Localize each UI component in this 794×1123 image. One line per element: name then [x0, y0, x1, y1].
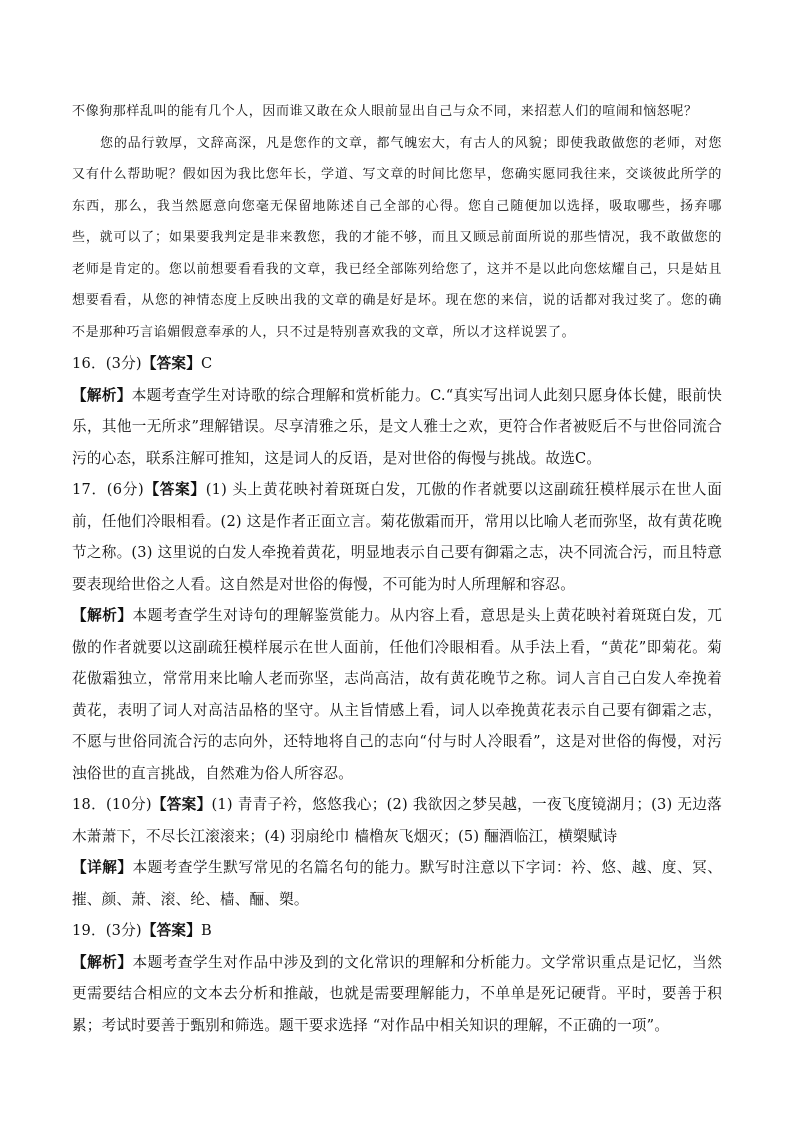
document-page	[72, 96, 722, 1041]
analysis-text: 本题考查学生对诗句的理解鉴赏能力。从内容上看，意思是头上黄花映衬着斑斑白发，兀傲的作者就要以这副疏狂模样展示在世人面前，任他们冷眼相看。从手法上看，“黄花”即菊花。菊花傲霜独立，常常用来比喻人老而弥坚，志尚高洁，故有黄花晚节之称。词人言自己白发人牵挽着黄花，表明了词人对高洁品格的坚守。从主旨情感上看，词人以牵挽黄花表示自己要有御霜之志，不愿与世俗同流合污的志向外，还特地将自己的志向“付与时人冷眼看”，这是对世俗的侮慢，对污浊俗世的直言挑战，自然难为俗人所容忍。	[72, 607, 722, 782]
question-18-answer	[72, 789, 722, 852]
question-number: 16．(3分)	[72, 355, 142, 372]
question-19-analysis	[72, 947, 722, 1042]
answer-tag: 【答案】	[141, 922, 202, 939]
analysis-text: 本题考查学生默写常见的名篇名句的能力。默写时注意以下字词：衿、悠、越、度、冥、摧、颜、萧、滚、纶、樯、酾、槊。	[72, 859, 722, 908]
answer-tag: 【答案】	[141, 355, 202, 372]
passage-paragraph: 您的品行敦厚，文辞高深，凡是您作的文章，都气魄宏大，有古人的风貌；即使我敢做您的老师，对您又有什么帮助呢？假如因为我比您年长，学道、写文章的时间比您早，您确实愿同我往来，交谈彼此所学的东西，那么，我当然愿意向您毫无保留地陈述自己全部的心得。您自己随便加以选择，吸取哪些，扬弃哪些，就可以了；如果要我判定是非来教您，我的才能不够，而且又顾忌前面所说的那些情况，我不敢做您的老师是肯定的。您以前想要看看我的文章，我已经全部陈列给您了，这并不是以此向您炫耀自己，只是姑且想要看看，从您的神情态度上反映出我的文章的确是好是坏。现在您的来信，说的话都对我过奖了。您的确不是那种巧言谄媚假意奉承的人，只不过是特别喜欢我的文章，所以才这样说罢了。	[72, 135, 722, 340]
analysis-tag: 【解析】	[72, 386, 132, 404]
question-number: 18．(10分)	[72, 796, 152, 813]
analysis-text: 本题考查学生对诗歌的综合理解和赏析能力。C.“真实写出词人此刻只愿身体长健，眼前快乐，其他一无所求”理解错误。尽享清雅之乐，是文人雅士之欢，更符合作者被贬后不与世俗同流合污的心态，联系注解可推知，这是词人的反语，是对世俗的侮慢与挑战。故选C。	[72, 386, 722, 467]
analysis-tag: 【解析】	[72, 607, 133, 624]
analysis-text: 本题考查学生对作品中涉及到的文化常识的理解和分析能力。文学常识重点是记忆，当然更需要结合相应的文本去分析和推敲，也就是需要理解能力，不单单是死记硬背。平时，要善于积累；考试时要善于甄别和筛选。题干要求选择 “对作品中相关知识的理解，不正确的一项”。	[72, 953, 722, 1034]
question-19-answer	[72, 915, 722, 947]
analysis-tag: 【详解】	[72, 859, 133, 876]
question-17-analysis	[72, 600, 722, 789]
question-17-answer	[72, 474, 722, 600]
analysis-tag: 【解析】	[72, 953, 133, 971]
passage-line: 不像狗那样乱叫的能有几个人，因而谁又敢在众人眼前显出自己与众不同，来招惹人们的喧闹和恼怒呢？	[72, 104, 698, 119]
question-number: 17．(6分)	[72, 481, 144, 498]
answer-text: (1) 青青子衿，悠悠我心；(2) 我欲因之梦吴越，一夜飞度镜湖月；(3) 无边落木萧萧下，不尽长江滚滚来；(4) 羽扇纶巾 樯橹灰飞烟灭；(5) 酾酒临江，横槊赋诗	[72, 796, 722, 845]
question-16-answer	[72, 348, 722, 380]
answer-text: B	[201, 922, 212, 939]
question-number: 19．(3分)	[72, 922, 142, 939]
question-18-analysis	[72, 852, 722, 915]
answer-text: (1) 头上黄花映衬着斑斑白发，兀傲的作者就要以这副疏狂模样展示在世人面前，任他们冷眼相看。(2) 这是作者正面立言。菊花傲霜而开，常用以比喻人老而弥坚，故有黄花晚节之称。(3) 这里说的白发人牵挽着黄花，明显地表示自己要有御霜之志，决不同流合污，而且特意要表现给世俗之人看。这自然是对世俗的侮慢，不可能为时人所理解和容忍。	[72, 481, 722, 593]
answer-tag: 【答案】	[143, 481, 206, 498]
question-16-analysis	[72, 380, 722, 475]
answer-tag: 【答案】	[151, 796, 212, 813]
answer-text: C	[201, 355, 213, 372]
